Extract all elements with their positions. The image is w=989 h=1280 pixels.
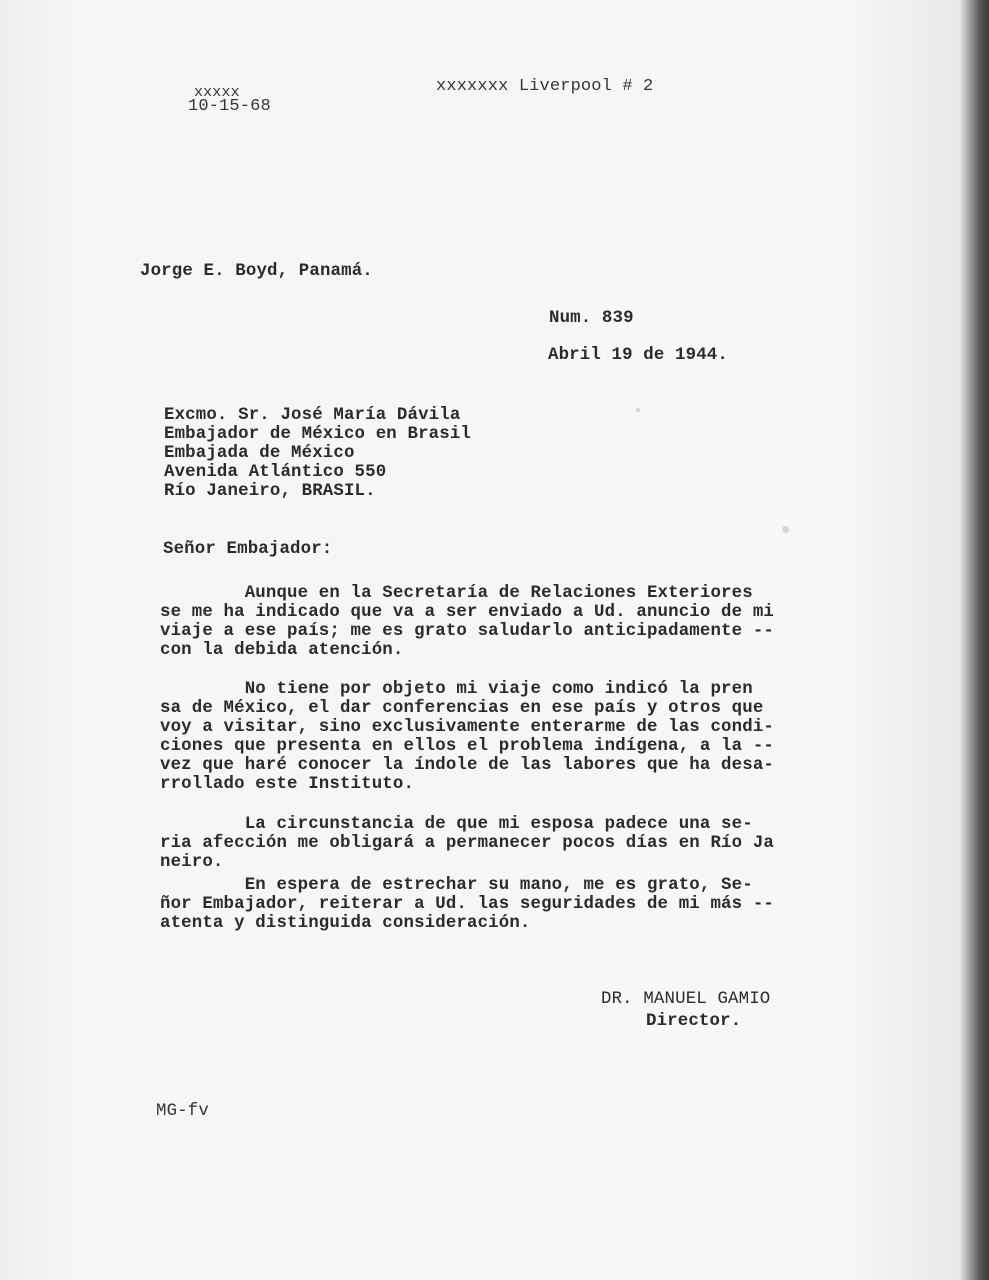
paper-speck [636, 408, 640, 412]
letter-date: Abril 19 de 1944. [548, 346, 728, 365]
paragraph-line: atenta y distinguida consideración. [160, 914, 531, 933]
paragraph-line: ñor Embajador, reiterar a Ud. las seguridades de mi más -- [160, 895, 774, 914]
salutation: Señor Embajador: [163, 540, 333, 559]
paper-speck [782, 526, 789, 533]
paragraph-line: ciones que presenta en ellos el problema indígena, a la -- [160, 737, 774, 756]
paragraph-line: sa de México, el dar conferencias en ese país y otros que [160, 699, 764, 718]
address-line: Avenida Atlántico 550 [164, 463, 387, 482]
paragraph-line: viaje a ese país; me es grato saludarlo anticipadamente -- [160, 622, 774, 641]
paragraph-line: Aunque en la Secretaría de Relaciones Exteriores [160, 584, 753, 603]
address-line: Embajador de México en Brasil [164, 425, 471, 444]
paragraph-line: rrollado este Instituto. [160, 775, 415, 794]
paragraph-line: voy a visitar, sino exclusivamente enterarme de las condi- [160, 718, 774, 737]
paragraph-line: vez que haré conocer la índole de las labores que ha desa- [160, 756, 774, 775]
reference-date: 10-15-68 [188, 97, 271, 116]
paragraph-line: ria afección me obligará a permanecer pocos días en Río Ja [160, 834, 774, 853]
typist-initials: MG-fv [156, 1102, 209, 1121]
sender-line: Jorge E. Boyd, Panamá. [140, 262, 373, 281]
paragraph-line: La circunstancia de que mi esposa padece una se- [160, 815, 753, 834]
address-line: Río Janeiro, BRASIL. [164, 482, 376, 501]
reference-code: xxxxx [194, 84, 240, 101]
signature-name: DR. MANUEL GAMIO [601, 990, 771, 1009]
address-line: Embajada de México [164, 444, 355, 463]
paragraph-line: No tiene por objeto mi viaje como indicó la pren [160, 680, 753, 699]
paragraph-line: se me ha indicado que va a ser enviado a Ud. anuncio de mi [160, 603, 774, 622]
address-line: Excmo. Sr. José María Dávila [164, 406, 461, 425]
letter-number: Num. 839 [549, 309, 634, 328]
paragraph-line: En espera de estrechar su mano, me es grato, Se- [160, 876, 753, 895]
signature-title: Director. [646, 1012, 742, 1031]
file-reference: xxxxxxx Liverpool # 2 [436, 77, 654, 96]
paragraph-line: neiro. [160, 853, 224, 872]
paragraph-line: con la debida atención. [160, 641, 404, 660]
